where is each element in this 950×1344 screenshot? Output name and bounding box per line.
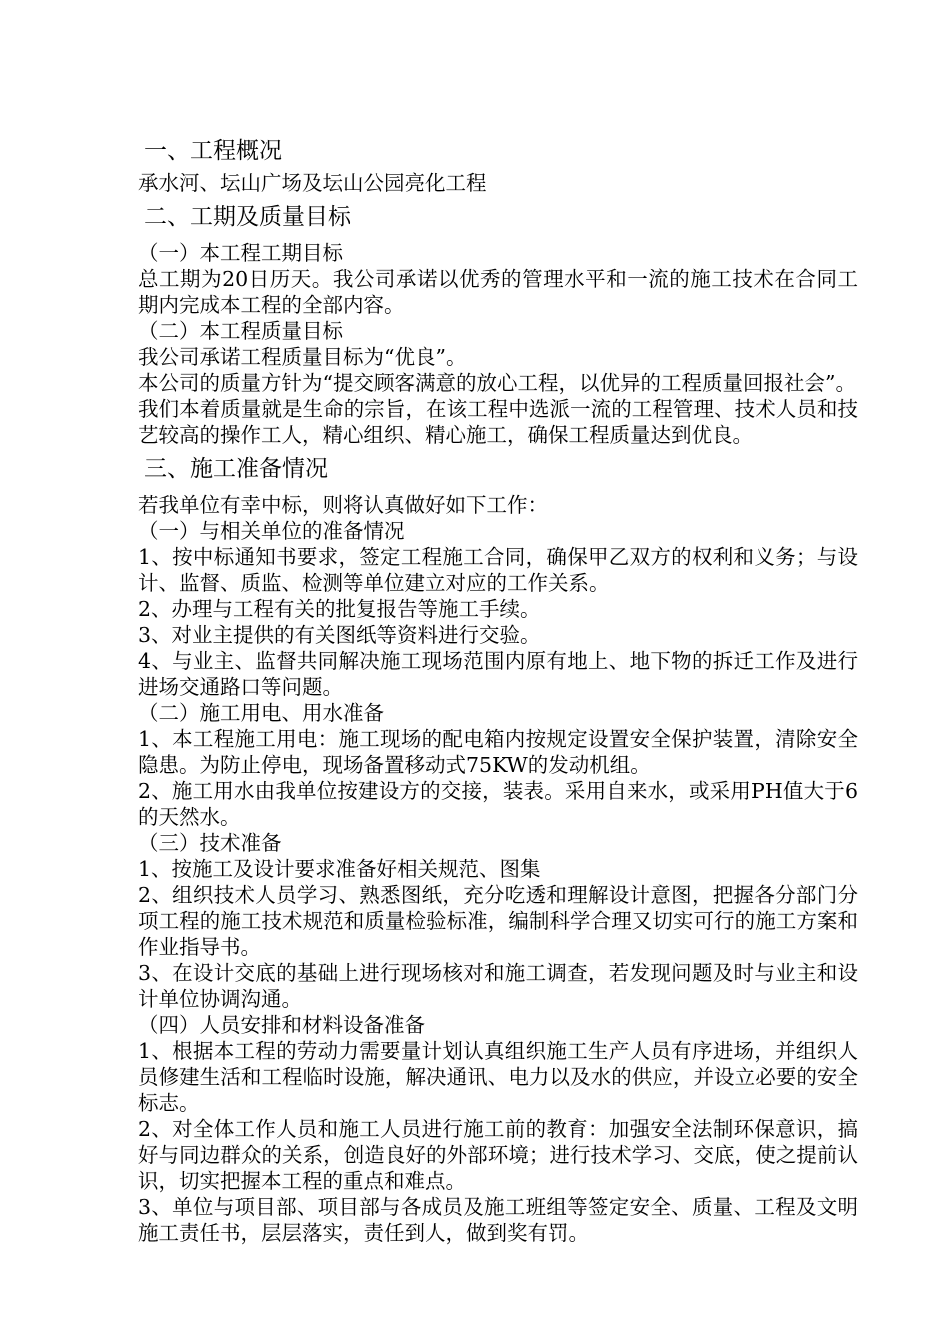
- section-heading: 一、工程概况: [144, 138, 282, 164]
- paragraph: 1、按施工及设计要求准备好相关规范、图集: [138, 857, 541, 881]
- paragraph: 本公司的质量方针为“提交顾客满意的放心工程，以优异的工程质量回报社会”。: [138, 371, 856, 395]
- paragraph: 1、本工程施工用电：施工现场的配电箱内按规定设置安全保护装置，清除安全隐患。为防止停电，现场备置移动式75KW的发动机组。: [138, 727, 858, 777]
- paragraph: 2、办理与工程有关的批复报告等施工手续。: [138, 597, 541, 621]
- paragraph: 1、根据本工程的劳动力需要量计划认真组织施工生产人员有序进场，并组织人员修建生活和工程临时设施，解决通讯、电力以及水的供应，并设立必要的安全标志。: [138, 1039, 858, 1115]
- subsection-heading: （一）本工程工期目标: [138, 241, 343, 265]
- subsection-heading: （三）技术准备: [138, 831, 282, 855]
- section-heading: 二、工期及质量目标: [144, 204, 351, 230]
- section-heading: 三、施工准备情况: [144, 456, 328, 482]
- paragraph: 3、单位与项目部、项目部与各成员及施工班组等签定安全、质量、工程及文明施工责任书，层层落实，责任到人，做到奖有罚。: [138, 1195, 858, 1245]
- paragraph: 3、对业主提供的有关图纸等资料进行交验。: [138, 623, 541, 647]
- paragraph: 若我单位有幸中标，则将认真做好如下工作：: [138, 493, 548, 517]
- paragraph: 3、在设计交底的基础上进行现场核对和施工调查，若发现问题及时与业主和设计单位协调沟通。: [138, 961, 858, 1011]
- paragraph: 我们本着质量就是生命的宗旨，在该工程中选派一流的工程管理、技术人员和技艺较高的操作工人，精心组织、精心施工，确保工程质量达到优良。: [138, 397, 858, 447]
- paragraph: 总工期为20日历天。我公司承诺以优秀的管理水平和一流的施工技术在合同工期内完成本工程的全部内容。: [138, 267, 858, 317]
- paragraph: 2、施工用水由我单位按建设方的交接，装表。采用自来水，或采用PH值大于6的天然水。: [138, 779, 858, 829]
- document-body: [138, 128, 858, 1246]
- paragraph: 承水河、坛山广场及坛山公园亮化工程: [138, 171, 487, 195]
- subsection-heading: （二）施工用电、用水准备: [138, 701, 384, 725]
- paragraph: 我公司承诺工程质量目标为“优良”。: [138, 345, 467, 369]
- subsection-heading: （四）人员安排和材料设备准备: [138, 1013, 425, 1037]
- paragraph: 1、按中标通知书要求，签定工程施工合同，确保甲乙双方的权利和义务；与设计、监督、质监、检测等单位建立对应的工作关系。: [138, 545, 858, 595]
- paragraph: 4、与业主、监督共同解决施工现场范围内原有地上、地下物的拆迁工作及进行进场交通路口等问题。: [138, 649, 858, 699]
- subsection-heading: （二）本工程质量目标: [138, 319, 343, 343]
- subsection-heading: （一）与相关单位的准备情况: [138, 519, 405, 543]
- paragraph: 2、组织技术人员学习、熟悉图纸，充分吃透和理解设计意图，把握各分部门分项工程的施工技术规范和质量检验标准，编制科学合理又切实可行的施工方案和作业指导书。: [138, 883, 858, 959]
- paragraph: 2、对全体工作人员和施工人员进行施工前的教育：加强安全法制环保意识，搞好与同边群众的关系，创造良好的外部环境；进行技术学习、交底，使之提前认识，切实把握本工程的重点和难点。: [138, 1117, 858, 1193]
